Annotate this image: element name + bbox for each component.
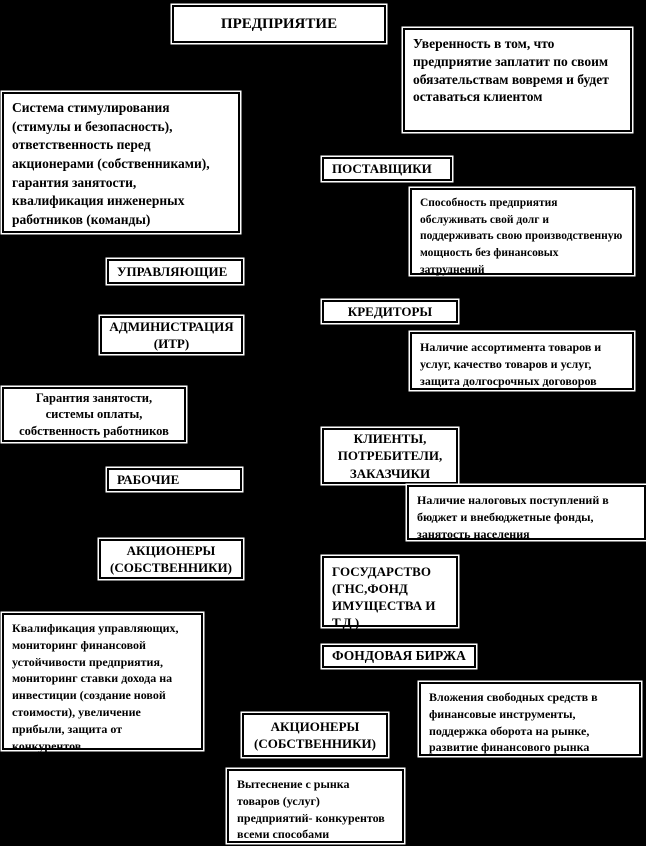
job-guarantee-note-box: Гарантия занятости, системы оплаты, собственность работников bbox=[2, 387, 186, 442]
managers-box: УПРАВЛЯЮЩИЕ bbox=[107, 259, 243, 284]
enterprise-box: ПРЕДПРИЯТИЕ bbox=[172, 5, 386, 43]
suppliers-box: ПОСТАВЩИКИ bbox=[322, 157, 452, 181]
tax-revenue-note-box: Наличие налоговых поступлений в бюджет и внебюджетные фонды, занятость населения bbox=[407, 485, 646, 540]
workers-box: РАБОЧИЕ bbox=[107, 468, 242, 491]
administration-box: АДМИНИСТРАЦИЯ (ИТР) bbox=[100, 316, 243, 354]
creditors-box: КРЕДИТОРЫ bbox=[322, 300, 458, 323]
shareholders-external-box: АКЦИОНЕРЫ (СОБСТВЕННИКИ) bbox=[242, 713, 388, 757]
ability-note-box: Способность предприятия обслуживать свой долг и поддерживать свою производственную мощность без финансовых затруднений bbox=[410, 188, 634, 275]
investments-note-box: Вложения свободных средств в финансовые инструменты, поддержка оборота на рынке, развитие финансового рынка bbox=[419, 682, 641, 756]
stock-exchange-box: ФОНДОВАЯ БИРЖА bbox=[322, 645, 476, 668]
state-box: ГОСУДАРСТВО (ГНС,ФОНД ИМУЩЕСТВА И Т.Д.) bbox=[322, 556, 458, 627]
confidence-note-box: Уверенность в том, что предприятие заплатит по своим обязательствам вовремя и будет оставаться клиентом bbox=[403, 28, 632, 132]
crowding-out-note-box: Вытеснение с рынка товаров (услуг) предприятий- конкурентов всеми способами bbox=[227, 769, 404, 843]
shareholders-internal-box: АКЦИОНЕРЫ (СОБСТВЕННИКИ) bbox=[99, 539, 243, 579]
assortment-note-box: Наличие ассортимента товаров и услуг, качество товаров и услуг, защита долгосрочных договоров bbox=[410, 332, 634, 390]
qualification-note-box: Квалификация управляющих, мониторинг финансовой устойчивости предприятия, мониторинг ставки дохода на инвестиции (создание новой стоимости), увеличение прибыли, защита от конкурентов bbox=[2, 613, 203, 750]
clients-box: КЛИЕНТЫ, ПОТРЕБИТЕЛИ, ЗАКАЗЧИКИ bbox=[322, 428, 458, 484]
incentives-note-box: Система стимулирования (стимулы и безопасность), ответственность перед акционерами (собственниками), гарантия занятости, квалификация инженерных работников (команды) bbox=[2, 92, 240, 233]
